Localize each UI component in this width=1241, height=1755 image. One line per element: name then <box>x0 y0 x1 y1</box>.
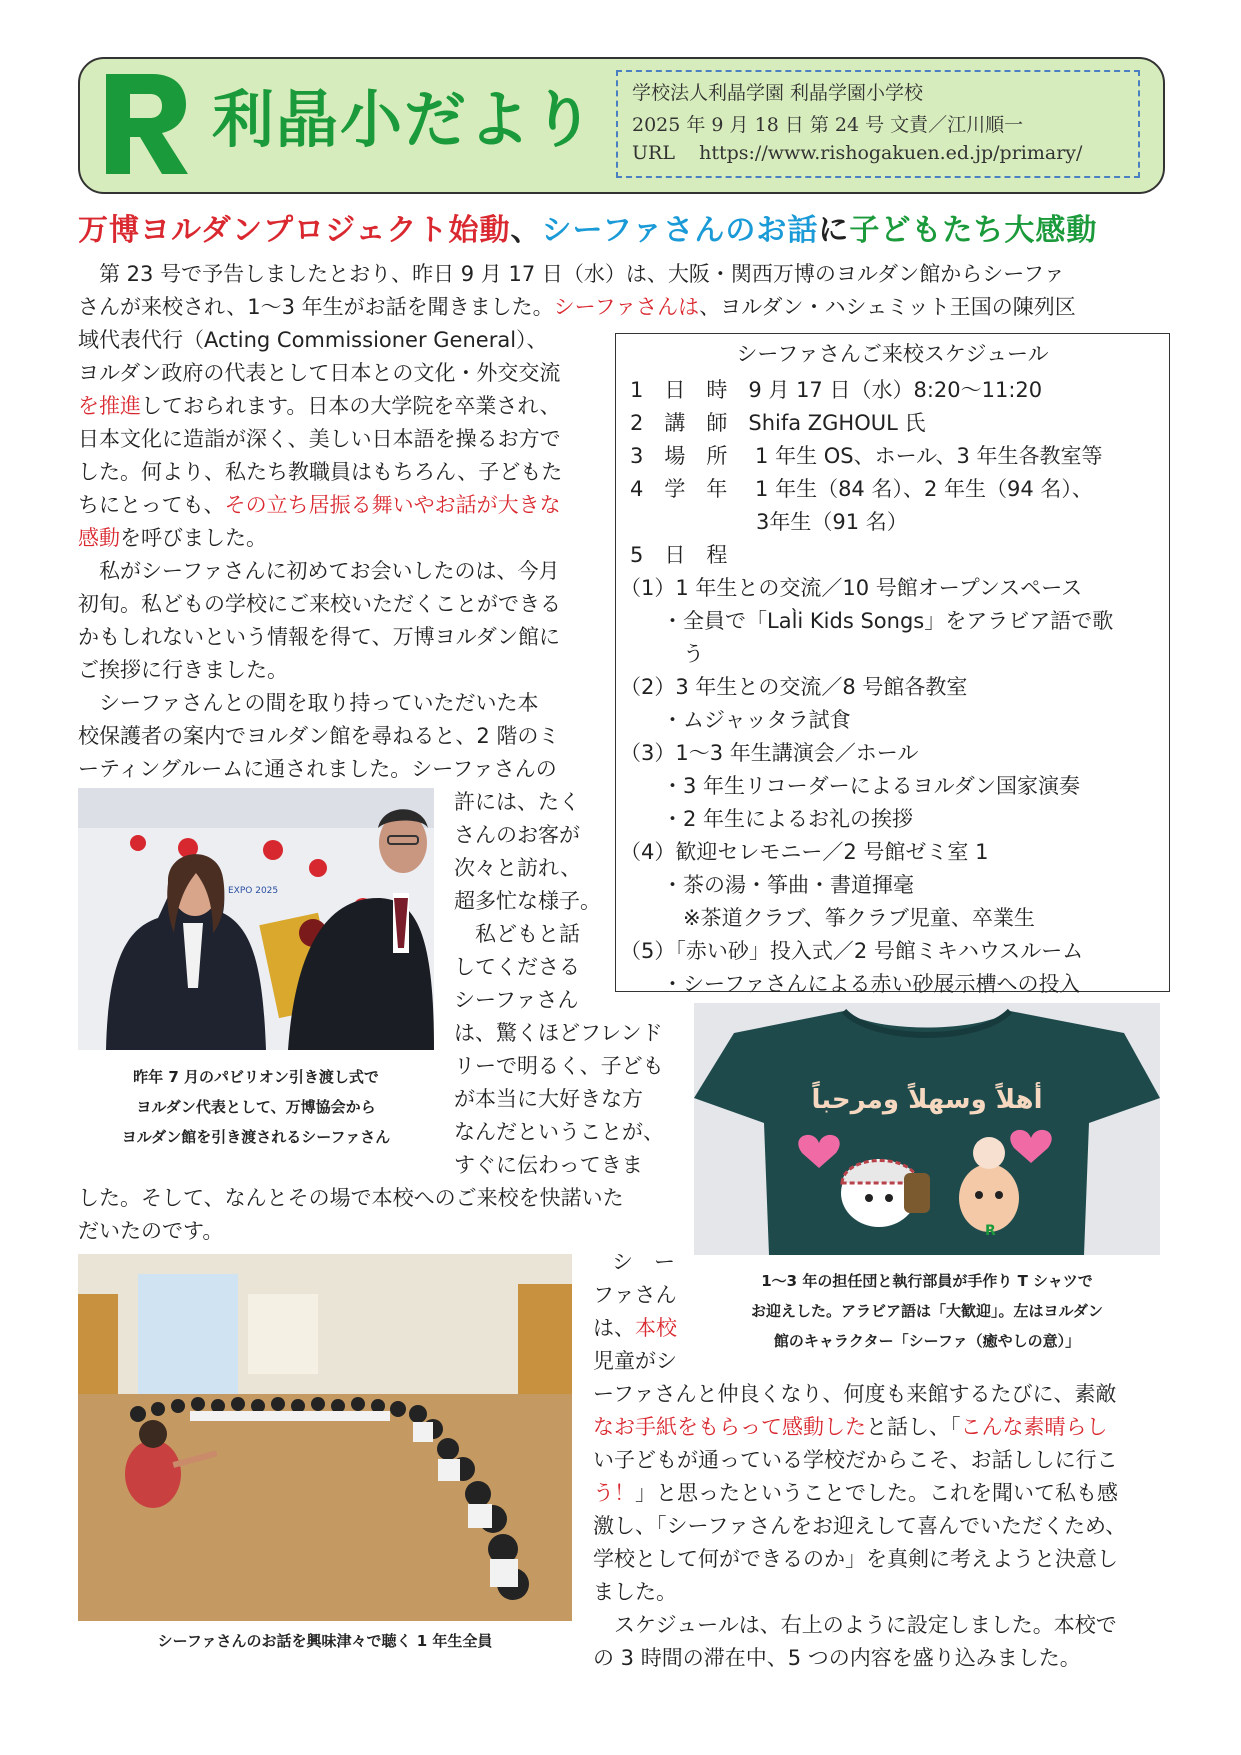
body-line: さんのお客が <box>454 823 580 847</box>
body-line: 域代表代行（Acting Commissioner General）、 <box>78 328 548 352</box>
body-line: 私どもと話 <box>454 922 580 946</box>
body-line: ご挨拶に行きました。 <box>78 658 288 682</box>
body-line: ちにとっても、その立ち居振る舞いやお話が大きな <box>78 493 561 517</box>
photo2-caption-line: 館のキャラクター「シーファ（癒やしの意）」 <box>773 1332 1081 1350</box>
body-line: シーファさん <box>454 988 579 1012</box>
photo1-caption-line: 昨年 7 月のパビリオン引き渡し式で <box>133 1068 379 1086</box>
body-line: 初旬。私どもの学校にご来校いただくことができる <box>78 592 561 616</box>
photo2-caption-line: お迎えした。アラビア語は「大歓迎」。左はヨルダン <box>750 1302 1104 1320</box>
body-line: かもしれないという情報を得て、万博ヨルダン館に <box>78 625 560 649</box>
issue-info-box <box>616 70 1140 178</box>
school-name: 学校法人利晶学園 利晶学園小学校 <box>632 82 924 104</box>
body-line: シ ー <box>612 1250 675 1274</box>
body-line: シーファさんとの間を取り持っていただいた本 <box>78 691 539 715</box>
body-line: 激し、「シーファさんをお迎えして喜んでいただくため、 <box>593 1514 1127 1538</box>
photo1-caption-line: ヨルダン代表として、万博協会から <box>136 1098 376 1116</box>
schedule-row: （2）3 年生との交流／8 号館各教室 <box>620 675 968 699</box>
schedule-row: ・3 年生リコーダーによるヨルダン国家演奏 <box>620 774 1080 798</box>
headline <box>78 205 1097 249</box>
svg-text:R: R <box>985 1223 996 1239</box>
url-label: URL <box>632 142 675 164</box>
expo-logo-text: EXPO 2025 <box>228 886 279 896</box>
url-line <box>632 142 1082 164</box>
visit-schedule-box <box>615 333 1170 996</box>
school-logo-r <box>100 70 190 178</box>
headline-sep: 、 <box>510 213 542 248</box>
body-line: う！」と思ったということでした。これを聞いて私も感 <box>593 1481 1118 1505</box>
schedule-row: （5）「赤い砂」投入式／2 号館ミキハウスルーム <box>620 939 1084 963</box>
body-line: リーで明るく、子ども <box>454 1054 664 1078</box>
schedule-row: 4 学 年 1 年生（84 名）、2 年生（94 名）、 <box>630 477 1093 501</box>
headline-part1: 万博ヨルダンプロジェクト始動 <box>78 213 511 248</box>
schedule-row: 3 場 所 1 年生 OS、ホール、3 年生各教室等 <box>630 444 1103 468</box>
body-line: ヨルダン政府の代表として日本との文化・外交交流 <box>78 361 561 385</box>
body-line: 学校として何ができるのか」を真剣に考えようと決意し <box>593 1547 1118 1571</box>
schedule-row: ・茶の湯・筝曲・書道揮毫 <box>620 873 914 897</box>
photo-handover-ceremony <box>78 788 434 1050</box>
schedule-row: 2 講 師 Shifa ZGHOUL 氏 <box>630 411 926 435</box>
schedule-row: ・ムジャッタラ試食 <box>620 708 851 732</box>
body-line: 感動を呼びました。 <box>78 526 267 550</box>
body-line: は、驚くほどフレンド <box>454 1021 663 1045</box>
newsletter-title: 利晶小だより <box>212 83 597 156</box>
body-line: なお手紙をもらって感動したと話し、「こんな素晴らし <box>593 1415 1108 1439</box>
intro-line-2: さんが来校され、1～3 年生がお話を聞きました。シーファさんは、ヨルダン・ハシェミット王国の陳列区 <box>78 295 1076 319</box>
url-link[interactable]: https://www.rishogakuen.ed.jp/primary/ <box>699 142 1083 164</box>
body-line: が本当に大好きな方 <box>454 1087 643 1111</box>
body-line: ました。 <box>593 1580 677 1604</box>
schedule-row: ※茶道クラブ、筝クラブ児童、卒業生 <box>620 906 1035 930</box>
body-line: なんだということが、 <box>454 1120 664 1144</box>
body-line: は、本校 <box>593 1316 677 1340</box>
schedule-row: ・2 年生によるお礼の挨拶 <box>620 807 914 831</box>
body-line: ファさん <box>593 1283 677 1307</box>
body-line: した。そして、なんとその場で本校へのご来校を快諾いた <box>78 1186 624 1210</box>
schedule-row: 1 日 時 9 月 17 日（水）8:20～11:20 <box>630 378 1043 402</box>
body-line: 超多忙な様子。 <box>454 889 601 913</box>
schedule-row: ・シーファさんによる赤い砂展示槽への投入 <box>620 972 1081 996</box>
photo3-caption: シーファさんのお話を興味津々で聴く 1 年生全員 <box>157 1632 493 1650</box>
schedule-row: う <box>620 642 704 666</box>
photo2-caption-line: 1～3 年の担任団と執行部員が手作り T シャツで <box>761 1272 1093 1290</box>
body-line: の 3 時間の滞在中、5 つの内容を盛り込みました。 <box>593 1646 1081 1670</box>
body-line: 私がシーファさんに初めてお会いしたのは、今月 <box>78 559 560 583</box>
body-line: してくださる <box>454 955 580 979</box>
body-line: すぐに伝わってきま <box>454 1153 643 1177</box>
schedule-row: （3）1～3 年生講演会／ホール <box>620 741 919 765</box>
photo-first-graders-listening <box>78 1254 572 1621</box>
headline-sep2: に <box>818 213 850 248</box>
schedule-row: （4）歓迎セレモニー／2 号館ゼミ室 1 <box>620 840 989 864</box>
body-line: 許には、たく <box>454 790 580 814</box>
body-line: した。何より、私たち教職員はもちろん、子どもた <box>78 460 563 484</box>
schedule-row: （1）1 年生との交流／10 号館オープンスペース <box>620 576 1083 600</box>
issue-line: 2025 年 9 月 18 日 第 24 号 文責／江川順一 <box>632 114 1024 136</box>
schedule-title: シーファさんご来校スケジュール <box>736 342 1049 366</box>
body-line: 校保護者の案内でヨルダン館を尋ねると、2 階のミ <box>78 724 560 748</box>
body-line: を推進しておられます。日本の大学院を卒業され、 <box>78 394 561 418</box>
intro-line-1: 第 23 号で予告しましたとおり、昨日 9 月 17 日（水）は、大阪・関西万博のヨルダン館からシーファ <box>78 262 1065 286</box>
body-line: ーファさんと仲良くなり、何度も来館するたびに、素敵 <box>593 1382 1117 1406</box>
schedule-row: 3年生（91 名） <box>630 510 908 534</box>
body-line: 次々と訪れ、 <box>454 856 582 880</box>
headline-part3: 子どもたち大感動 <box>849 213 1098 248</box>
photo1-caption-line: ヨルダン館を引き渡されるシーファさん <box>121 1128 391 1146</box>
body-line: 日本文化に造詣が深く、美しい日本語を操るお方で <box>78 427 561 451</box>
body-line: 児童がシ <box>593 1349 677 1373</box>
headline-part2: シーファさんのお話 <box>541 213 819 248</box>
photo-tshirt <box>694 1003 1160 1255</box>
body-line: だいたのです。 <box>78 1219 224 1243</box>
body-line: スケジュールは、右上のように設定しました。本校で <box>593 1613 1117 1637</box>
tshirt-arabic-text: أهلاً وسهلاً ومرحباً <box>811 1085 1043 1115</box>
body-line: ーティングルームに通されました。シーファさんの <box>78 757 557 781</box>
schedule-row: ・全員で「Lal̀i Kids Songs」をアラビア語で歌 <box>620 609 1114 633</box>
schedule-row: 5 日 程 <box>630 543 728 567</box>
body-line: い子どもが通っている学校だからこそ、お話ししに行こ <box>593 1448 1118 1472</box>
